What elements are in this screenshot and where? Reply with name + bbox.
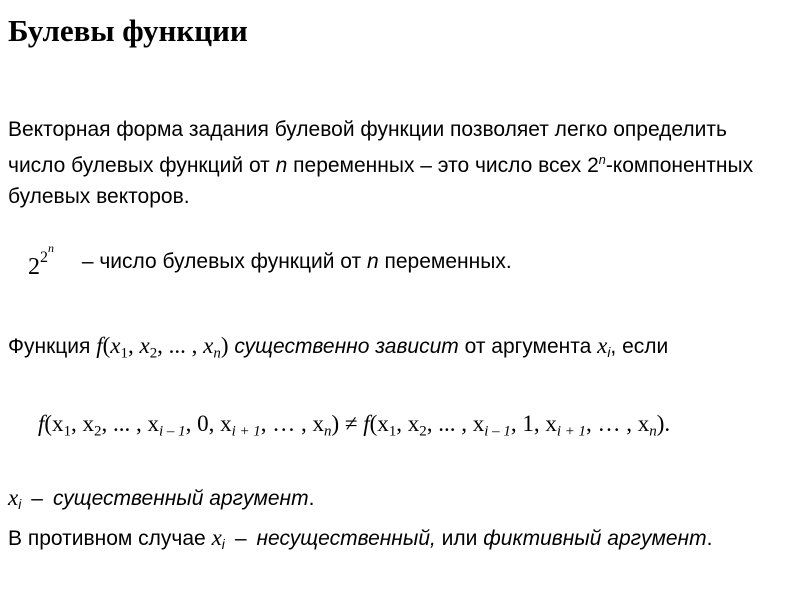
other-dash: –	[234, 527, 247, 550]
count-formula-exp-exp: n	[48, 241, 54, 255]
rhs-s4: i + 1	[556, 423, 586, 440]
other-mid: или	[435, 527, 484, 550]
def-tail: , если	[610, 335, 669, 358]
def-open: (	[102, 333, 111, 358]
def-rest: , ... ,	[157, 333, 204, 358]
def-mid: от аргумента	[458, 335, 598, 358]
def-xn: x	[203, 333, 214, 358]
count-formula-base: 2	[28, 254, 40, 280]
lhs-s1: 1	[63, 423, 72, 440]
rhs-part2: , x	[396, 411, 420, 436]
ess-end: .	[308, 487, 315, 510]
def-x1: x	[110, 333, 121, 358]
lhs-s5: n	[323, 423, 332, 440]
other-phrase2: фиктивный аргумент	[483, 527, 707, 550]
count-formula-text-2: переменных.	[378, 250, 512, 273]
count-formula-exp: 2	[40, 249, 48, 266]
rhs-s1: 1	[388, 423, 397, 440]
def-f: f	[96, 333, 103, 358]
intro-text-1: Векторная форма задания булевой функции позволяет легко определить число булевых функций от	[8, 118, 727, 177]
def-close: )	[220, 333, 229, 358]
intro-text-2: переменных – это число всех 2	[287, 154, 599, 177]
lhs-part4: , 0, x	[185, 411, 232, 436]
def-phrase: существенно зависит	[234, 335, 459, 358]
lhs-f: f	[38, 411, 45, 436]
ess-phrase: существенный аргумент	[52, 487, 309, 510]
intro-text-3: -компонентных булевых векторов.	[8, 154, 754, 208]
otherwise-paragraph	[8, 522, 788, 554]
def-lead: Функция	[8, 335, 97, 358]
rhs-s3: i – 1	[484, 423, 511, 440]
ess-dash: –	[31, 487, 43, 510]
def-x2: x	[139, 333, 150, 358]
rhs-part5: , … , x	[585, 411, 650, 436]
ess-x: x	[8, 485, 19, 510]
page-title: Булевы функции	[8, 13, 248, 48]
def-si: i	[607, 345, 611, 361]
rhs-s2: 2	[419, 423, 427, 440]
lhs-s2: 2	[94, 423, 102, 440]
neq-sign: ≠	[344, 411, 358, 436]
rhs-part3: , ... , x	[426, 411, 485, 436]
other-lead: В противном случае	[8, 527, 212, 550]
def-s2: 2	[149, 345, 158, 362]
essential-argument-line	[8, 482, 314, 514]
rhs-part6: ).	[656, 411, 671, 436]
def-comma: ,	[127, 333, 140, 358]
count-formula-text-1: – число булевых функций от	[81, 250, 367, 273]
lhs-part3: , ... , x	[101, 411, 159, 436]
intro-n: n	[275, 154, 288, 177]
rhs-part4: , 1, x	[510, 411, 557, 436]
other-x: x	[211, 525, 222, 550]
rhs-part1: (x	[369, 411, 389, 436]
essential-dependence-definition	[8, 330, 668, 362]
count-formula-n: n	[366, 250, 379, 273]
lhs-part5: , … , x	[260, 411, 324, 436]
other-sub: i	[221, 537, 225, 553]
lhs-part6: )	[331, 411, 340, 436]
def-s1: 1	[120, 345, 128, 362]
def-sn: n	[213, 345, 221, 362]
rhs-f: f	[363, 411, 370, 436]
intro-paragraph	[8, 114, 788, 212]
lhs-s3: i – 1	[159, 423, 186, 440]
count-formula	[28, 241, 512, 280]
other-end: .	[706, 527, 713, 550]
rhs-s5: n	[649, 423, 657, 440]
inequality-formula	[38, 408, 670, 439]
def-xi: x	[597, 333, 608, 358]
lhs-s4: i + 1	[231, 423, 261, 440]
lhs-part1: (x	[44, 411, 64, 436]
lhs-part2: , x	[71, 411, 95, 436]
intro-sup-n: n	[598, 153, 606, 167]
other-phrase1: несущественный,	[256, 527, 436, 550]
ess-sub: i	[18, 497, 22, 513]
